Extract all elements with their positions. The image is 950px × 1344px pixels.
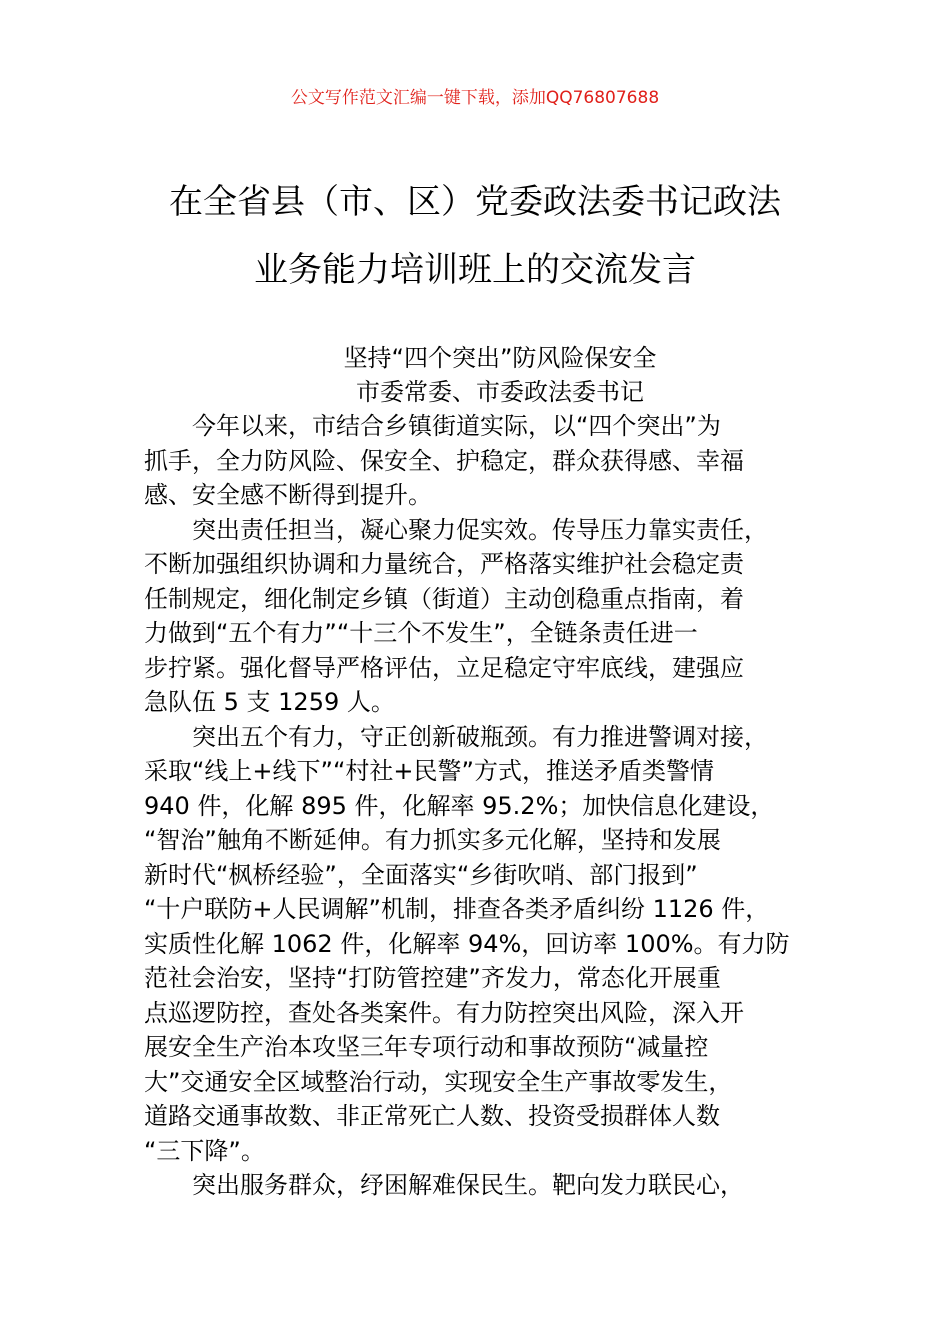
body-line: 点巡逻防控，查处各类案件。有力防控突出风险，深入开 [144,998,744,1027]
body-text [144,409,814,1203]
promo-watermark: 公文写作范文汇编一键下载，添加QQ76807688 [290,88,660,108]
body-line: “三下降”。 [144,1136,265,1165]
body-line: 步拧紧。强化督导严格评估，立足稳定守牢底线，建强应 [144,653,744,682]
body-line: 采取“线上+线下”“村社+民警”方式，推送矛盾类警情 [144,757,714,785]
body-line: 突出服务群众，纾困解难保民生。靶向发力联民心， [192,1171,744,1199]
speech-subtitle: 坚持“四个突出”防风险保安全 [343,344,657,372]
body-line: 任制规定，细化制定乡镇（街道）主动创稳重点指南，着 [144,584,744,613]
body-line: “十户联防+人民调解”机制，排查各类矛盾纠纷 1126 件， [144,895,770,923]
body-line: 范社会治安，坚持“打防管控建”齐发力，常态化开展重 [144,964,721,992]
body-line: 不断加强组织协调和力量统合，严格落实维护社会稳定责 [144,550,744,578]
body-line: 大”交通安全区域整治行动，实现安全生产事故零发生， [144,1067,733,1096]
document-title-line-2: 业务能力培训班上的交流发言 [254,250,696,290]
body-line: 突出责任担当，凝心聚力促实效。传导压力靠实责任， [192,515,768,544]
body-line: 新时代“枫桥经验”，全面落实“乡街吹哨、部门报到” [144,860,698,889]
body-line: 力做到“五个有力”“十三个不发生”，全链条责任进一 [144,619,698,647]
body-line: 道路交通事故数、非正常死亡人数、投资受损群体人数 [144,1102,720,1130]
body-line: 展安全生产治本攻坚三年专项行动和事故预防“减量控 [144,1033,709,1061]
body-line: 今年以来，市结合乡镇街道实际，以“四个突出”为 [192,412,721,440]
body-line: 急队伍 5 支 1259 人。 [144,688,395,716]
body-line: 突出五个有力，守正创新破瓶颈。有力推进警调对接， [192,722,768,751]
body-line: 940 件，化解 895 件，化解率 95.2%；加快信息化建设， [144,791,775,820]
document-title-line-1: 在全省县（市、区）党委政法委书记政法 [169,182,781,222]
body-line: “智治”触角不断延伸。有力抓实多元化解，坚持和发展 [144,826,721,854]
body-line: 实质性化解 1062 件，化解率 94%，回访率 100%。有力防 [144,929,790,958]
body-line: 感、安全感不断得到提升。 [144,481,432,509]
body-line: 抓手，全力防风险、保安全、护稳定，群众获得感、幸福 [144,446,744,475]
speaker-position: 市委常委、市委政法委书记 [356,378,644,406]
